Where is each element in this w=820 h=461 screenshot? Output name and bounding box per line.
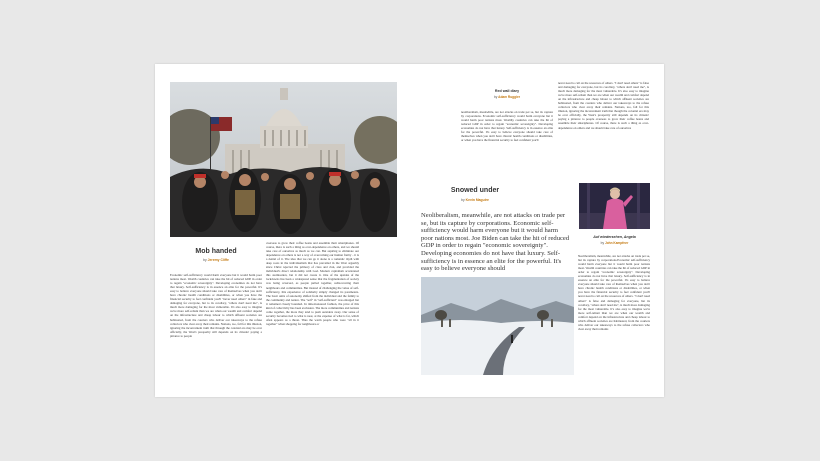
pull-quote-snowed-under: Neoliberalism, meanwhile, are not attacks on trade per se, but its capture by corporations. Economic self-sufficiency would harm everyone but it would harm poor nations most. Joe Biden can take the hit of reduced GDP in order to regain "economic sovereignty". Developing economies do not have that luxury. Self-sufficiency is in essence an elite for the powerful. It's easy to believe everyone should <box>421 212 570 273</box>
author-name: Adam Ruggier <box>498 95 520 99</box>
article-byline-red-wall-diary <box>463 95 551 99</box>
article-title-auf-wiedersehen-angela: Auf wiedersehen, Angela <box>593 235 636 239</box>
author-name: John Kampfner <box>604 241 629 245</box>
byline-prefix: by <box>600 241 605 245</box>
article-title-mob-handed: Mob handed <box>195 248 237 255</box>
snow-landscape-photo <box>421 277 574 375</box>
capitol-crowd-photo <box>170 82 397 237</box>
body-column-red-wall-2: never need to call on the resources of others. "I don't need others" is false and damaging for everyone, but its corollary, "others don't need me", is much more damaging for the most vulnerable. It's also easy to imagine we're more self-reliant than we are when our wealth and comfort depend on the infrastructure and cheap labour to which affluent societies are habituated, from the couriers who deliver our takeaways to the refuse collectors who clear away their remains. Nations, too, fall for this illusion, ignoring the inconvenient truth that though the colonial era may be over officially, the West's prosperity still depends on its citizens' paying a pittance to people overseas to grow their coffee beans and assemble their smartphones. Of course, there is such a thing as over-dependence on others and we should take care of ourselves <box>558 81 649 130</box>
byline-prefix: by <box>203 258 207 262</box>
author-name: Jeremy Cliffe <box>207 258 229 262</box>
byline-prefix: by <box>461 198 465 202</box>
article-byline-mob-handed <box>170 258 262 262</box>
article-title-red-wall-diary: Red wall diary <box>494 89 520 93</box>
angela-merkel-photo <box>579 183 650 229</box>
body-column-mob-1: Economic self-sufficiency would harm everyone but it would harm poor nations most. Wealth countries can take the hit of reduced GDP in order to regain "economic sovereignty". Developing economies do not have that luxury. Self-sufficiency is in essence an elite for the powerful. It's easy to believe everyone should take care of themselves when you don't have chronic health conditions or disabilities, or when you have the financial security to feel confident you'll "never need others" in fake and damaging for everyone, but to its corollary, "others don't need me", is much more damaging for the most vulnerable. It's also easy to imagine we're more self-reliant than we are when our wealth and comfort depend on the infrastructure and cheap labour to which affluent societies are habituated, from the couriers who deliver our takeaways to the refuse collectors who clear away their remains. Nations, too, fall for this illusion, ignoring the inconvenient truth that through the colonial era may be over officially, the West's prosperity still depends on its citizens' paying a pittance to people <box>170 273 262 338</box>
body-column-angela: Neoliberalism, meanwhile, are not attacks on trade per se, but its capture by corporations.Economic self-sufficiency would harm everyone but it would harm poor nations most. Wealth countries can take the hit of reduced GDP in order to regain "economic sovereignty". Developing economies do not have that luxury. Self-sufficiency is in essence an elite for the powerful. It's easy to believe everyone should take care of themselves when you don't have chronic health conditions or disabilities, or when you have the financial security to feel confident you'll never need to call on the resources of others. "I don't need others" is false and damaging for everyone, but its corollary, "others don't need me", is much more damaging for the most vulnerable. It's also easy to imagine we're more self-reliant than we are when our wealth and comfort depend on the infrastructure and cheap labour to which affluent societies are habituated, from the couriers who deliver our takeaways to the refuse collectors who clear away their remains <box>578 254 650 331</box>
author-name: Kevin Maguire <box>465 198 489 202</box>
article-byline-snowed-under <box>422 198 528 202</box>
article-title-snowed-under: Snowed under <box>450 187 500 194</box>
magazine-spread <box>155 64 664 397</box>
article-byline-auf-wiedersehen-angela <box>579 241 650 245</box>
body-column-red-wall-1: neoliberalism, meanwhile, are not attacks on trade per se, but its capture by corporations. Economic self-sufficiency would harm everyone but it would harm poor nations most. Wealthy countries can take the hit of reduced GDP in order to regain "economic sovereignty". Developing economies do not have that luxury. Self-sufficiency is in essence an elite for the powerful. It's easy to believe everyone should take care of themselves when you don't have chronic health conditions or disabilities, or when you have the financial security to feel confident you'll <box>461 110 553 143</box>
byline-prefix: by <box>494 95 498 99</box>
body-column-mob-2: overseas to grow their coffee beans and assemble their smartphones. Of course, there is such a thing as over-dependence on others, and we should take care of ourselves as much as we can. But aspiring to eliminate our dependence on others is not a way of overcoming our human frailty - it is a denial of it. The idea that we can go it alone is a romantic myth with deep roots in the individualism that has prevailed in the West arguably since Christ rejected the primacy of class and clan, and provided the individual's direct relationship with God. Modern capitalism accelerated this atomisation, but it did not create it. One of the upsides of the lockdowns has been a widespread sense that the fragmentation of society was being reversed, as people pulled together, rediscovering their neighbours and communities. But instead of challenging the value of self-sufficiency, this experience of solidarity simply changed its parameters. The basic units of autonomy shifted from the individual and the family to the community and nation. The "self" in "self-sufficient" was enlarged but it remained closely bounded. In time-honoured fashion, the price of this kind of collectivity has been exclusion. The more communities and nations come together, the more they tend to push outsiders away. Our sense of security becomes tied to what is near, at the expense of what is far, which often appears as a threat. Thus the warm people who were "all in it together" when shopping for neighbours or <box>266 241 359 326</box>
